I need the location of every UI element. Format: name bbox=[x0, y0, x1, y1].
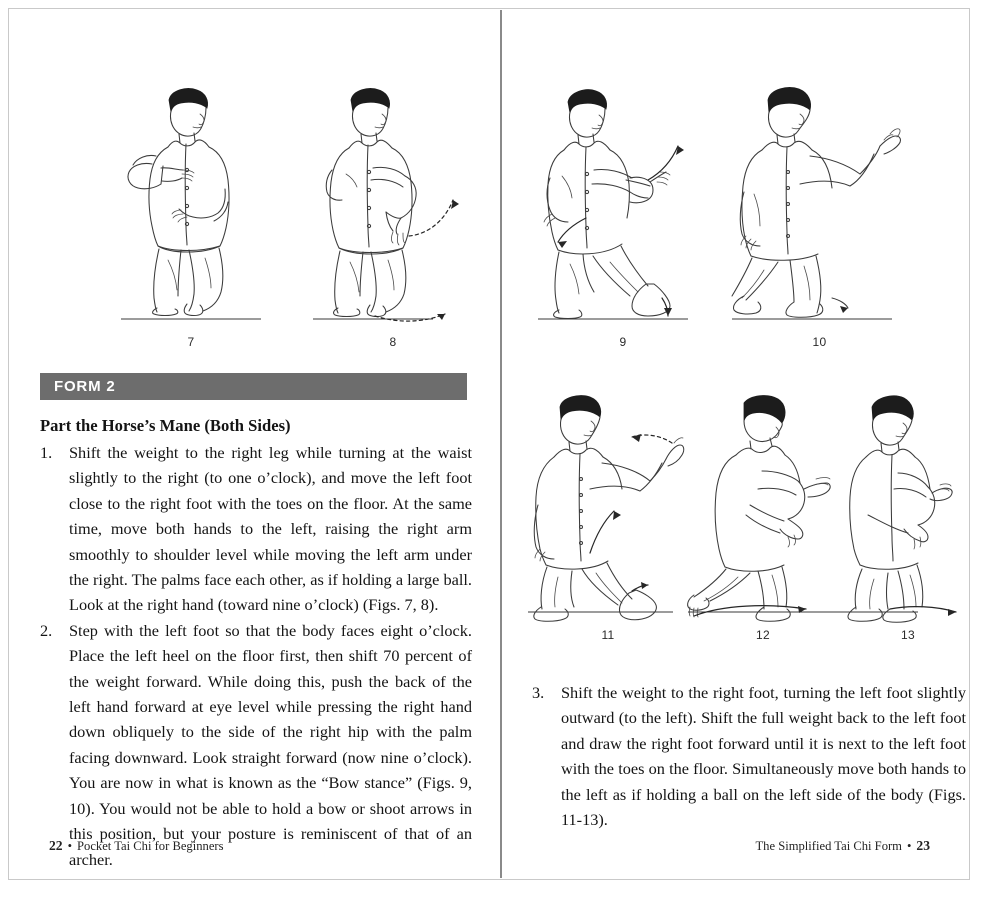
figure-9 bbox=[538, 84, 708, 349]
book-title: Pocket Tai Chi for Beginners bbox=[77, 839, 224, 853]
figure-row-7-8 bbox=[33, 84, 483, 349]
right-page bbox=[502, 8, 970, 880]
step-number: 1. bbox=[40, 443, 53, 462]
figure-caption: 13 bbox=[901, 628, 915, 642]
figure-10-artwork bbox=[732, 84, 907, 330]
figure-caption: 9 bbox=[619, 335, 627, 349]
step-list bbox=[40, 440, 472, 872]
step-item bbox=[40, 440, 472, 618]
left-page-footer bbox=[49, 838, 224, 854]
step-text: Shift the weight to the right foot, turning the left foot slightly outward (to the left). Shift the full weight back to the left foot and draw the right foot forward until it is next to the left foot with the toes on the floor. Simultaneously move both hands to the left as if holding a ball on the left side of the body (Figs. 11-13). bbox=[561, 683, 966, 830]
left-text-block bbox=[40, 414, 472, 872]
step-text: Shift the weight to the right leg while turning at the waist slightly to the right (to one o’clock), and move the left foot close to the right foot with the toes on the floor. At the same time, move both hands to the left, raising the right arm smoothly to shoulder level while moving the left arm under the right. The palms face each other, as if holding a large ball. Look at the right hand (toward nine o’clock) (Figs. 7, 8). bbox=[69, 443, 472, 615]
figure-11-artwork bbox=[528, 393, 688, 623]
footer-separator: • bbox=[67, 839, 73, 853]
right-page-footer bbox=[755, 838, 930, 854]
form-banner bbox=[40, 373, 467, 400]
figure-row-9-10 bbox=[516, 84, 966, 349]
step-list bbox=[532, 680, 966, 832]
figure-7 bbox=[121, 84, 261, 349]
footer-separator: • bbox=[906, 839, 912, 853]
figure-caption: 7 bbox=[187, 335, 195, 349]
step-number: 3. bbox=[532, 683, 545, 702]
figure-7-artwork bbox=[121, 84, 261, 330]
figure-caption: 11 bbox=[601, 628, 615, 642]
step-number: 2. bbox=[40, 620, 53, 640]
figure-row-11-13 bbox=[516, 393, 966, 642]
figure-9-artwork bbox=[538, 84, 708, 330]
figure-12 bbox=[688, 393, 838, 642]
figure-11 bbox=[528, 393, 688, 642]
figure-caption: 10 bbox=[812, 335, 827, 349]
figure-10 bbox=[732, 84, 907, 349]
left-page bbox=[9, 8, 500, 880]
step-item bbox=[532, 680, 966, 832]
section-title: Part the Horse’s Mane (Both Sides) bbox=[40, 416, 291, 435]
figure-8-artwork bbox=[313, 84, 473, 330]
figure-8 bbox=[313, 84, 473, 349]
page-number: 23 bbox=[916, 838, 930, 853]
figure-12-artwork bbox=[688, 393, 838, 623]
right-text-block bbox=[532, 680, 966, 832]
figure-13 bbox=[838, 393, 978, 642]
chapter-title: The Simplified Tai Chi Form bbox=[755, 839, 902, 853]
form-banner-label: FORM 2 bbox=[54, 378, 116, 395]
page-number: 22 bbox=[49, 838, 63, 853]
figure-13-artwork bbox=[838, 393, 978, 623]
step-item bbox=[40, 618, 472, 872]
figure-caption: 8 bbox=[389, 335, 397, 349]
figure-caption: 12 bbox=[756, 628, 770, 642]
step-text: Step with the left foot so that the body faces eight o’clock. Place the left heel on the floor first, then shift 70 percent of the weight forward. While doing this, push the back of the left hand forward at eye level while pressing the right hand down obliquely to the side of the right hip with the palm facing downward. Look straight forward (now nine o’clock). You are now in what is known as the “Bow stance” (Figs. 9, 10). You would not be able to hold a bow or shoot arrows in this position, but your posture is reminiscent of that of an archer. bbox=[69, 620, 472, 869]
